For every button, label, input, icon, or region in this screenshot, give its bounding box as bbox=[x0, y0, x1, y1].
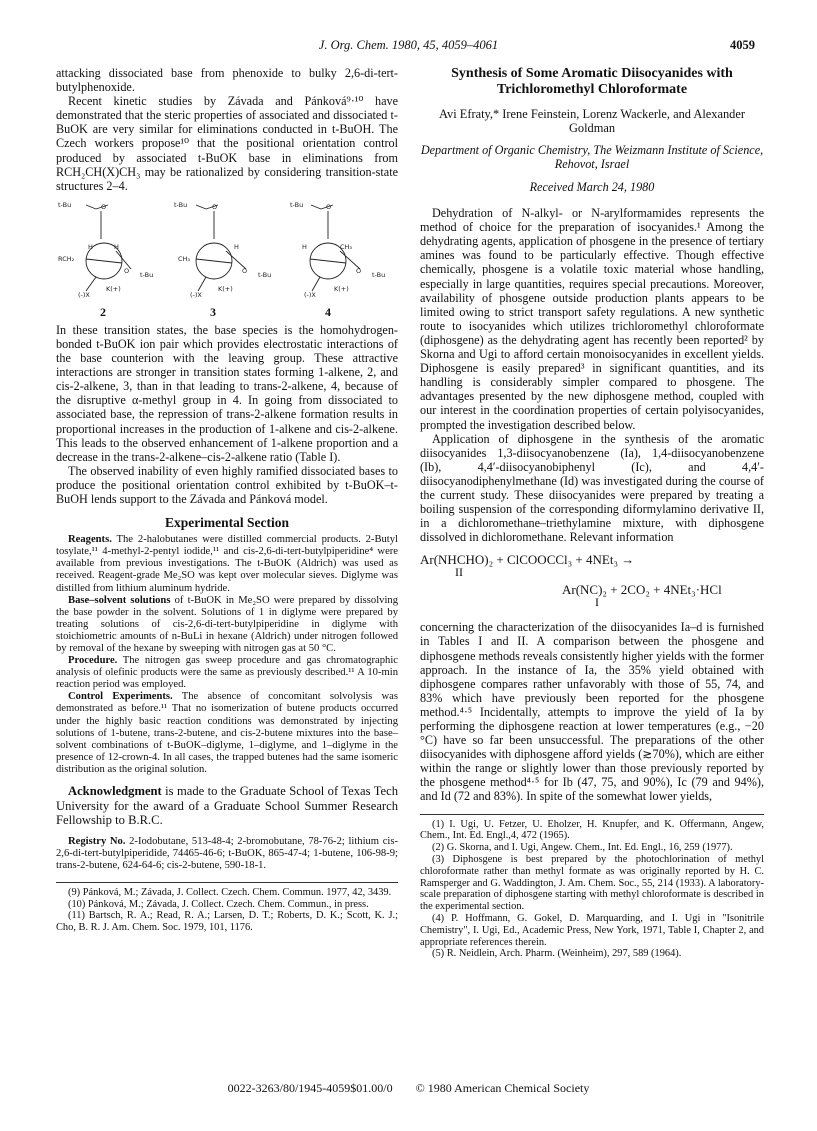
reference-9: (9) Pánková, M.; Závada, J. Collect. Czech. Chem. Commun. 1977, 42, 3439. bbox=[68, 886, 392, 898]
reaction-equation bbox=[420, 552, 764, 610]
experimental-heading: Experimental Section bbox=[164, 515, 290, 531]
registry-numbers bbox=[56, 836, 398, 872]
base-solvent-text: of t-BuOK in Me₂SO were prepared by dissolving the base powder in the solvent. Solutions of 1 in diglyme were prepared by treating solutions of cis-2,6-di-tert-butylpiperidine in diglyme with stoichiometric amounts of n-BuLi in hexane (Aldrich) under nitrogen followed by removal of the hexane by sweeping with nitrogen gas at 50 °C. bbox=[56, 594, 398, 654]
left-paragraph-1: attacking dissociated base from phenoxide to bulky 2,6-di-tert-butylphenoxide. bbox=[56, 66, 398, 95]
running-head bbox=[0, 38, 817, 54]
acknowledgment bbox=[56, 784, 398, 828]
base-solvent-heading: Base–solvent solutions bbox=[68, 594, 171, 606]
svg-text:O: O bbox=[326, 202, 332, 211]
svg-text:K(+): K(+) bbox=[106, 284, 121, 293]
reference-10: (10) Pánková, M.; Závada, J. Collect. Czech. Chem. Commun., in press. bbox=[68, 898, 369, 910]
svg-text:(-)X: (-)X bbox=[304, 290, 316, 299]
reference-4: (4) P. Hoffmann, G. Gokel, D. Marquarding, and I. Ugi in "Isonitrile Chemistry", I. Ugi, Ed., Academic Press, New York, 1971, Table I, Chapter 2, and appropriate references therein. bbox=[420, 912, 764, 948]
structure-label-3: 3 bbox=[210, 304, 216, 319]
svg-text:H: H bbox=[114, 242, 119, 251]
svg-text:O: O bbox=[124, 266, 130, 275]
svg-text:H: H bbox=[234, 242, 239, 251]
received-date: Received March 24, 1980 bbox=[529, 180, 655, 194]
equation-label-i: I bbox=[595, 595, 599, 610]
structure-label-4: 4 bbox=[325, 304, 331, 319]
registry-text: 2-Iodobutane, 513-48-4; 2-bromobutane, 78-76-2; lithium cis-2,6-di-tert-butylpiperidide, 74465-46-6; t-BuOK, 865-47-4; 1-butene, 106-98-9; trans-2-butene, 624-64-6; cis-2-butene, 590-18-1. bbox=[56, 835, 398, 871]
procedure-text: The nitrogen gas sweep procedure and gas chromatographic analysis of olefinic products were the same as previously described.¹¹ A 10-min reaction period was employed. bbox=[56, 655, 398, 691]
svg-text:t-Bu: t-Bu bbox=[258, 270, 272, 279]
svg-text:t-Bu: t-Bu bbox=[290, 200, 304, 209]
right-paragraph-1: Dehydration of N-alkyl- or N-arylformamides represents the method of choice for the preparation of isocyanides.¹ Among the dehydrating agents, application of phosgene in the presence of tertiary amines was found to be particularly effective. Though effective chemically, phosgene is a volatile toxic material whose handling, especially in large quantities, requires special precautions. Moreover, availability of phosgene outside production plants appears to be limited owing to strict transport safety regulations. A new synthetic route to isocyanides which utilizes trichloromethyl chloroformate (diphosgene) as the dehydrating agent has recently been reported² by Skorna and Ugi to afford certain monoisocyanides in excellent yields. Diphosgene is easily prepared³ in significant quantities, and its handling is considerably simpler compared to phosgene. The advantages presented by the new diphosgene method, coupled with our interest in the coordination properties of certain polyisocyanides, prompted the investigation described below. bbox=[420, 206, 764, 432]
reference-1: (1) I. Ugi, U. Fetzer, U. Eholzer, H. Knupfer, and K. Offermann, Angew, Chem., Int. Ed. Engl.,4, 472 (1965). bbox=[420, 818, 764, 842]
copyright: © 1980 American Chemical Society bbox=[415, 1081, 590, 1095]
page-footer bbox=[0, 1081, 817, 1096]
article-affiliation: Department of Organic Chemistry, The Weizmann Institute of Science, Rehovot, Israel bbox=[420, 143, 764, 171]
svg-text:t-Bu: t-Bu bbox=[372, 270, 386, 279]
svg-text:K(+): K(+) bbox=[334, 284, 349, 293]
experimental-section bbox=[56, 534, 398, 776]
reference-11: (11) Bartsch, R. A.; Read, R. A.; Larsen, D. T.; Roberts, D. K.; Scott, K. J.; Cho, B. R. J. Am. Chem. Soc. 1979, 101, 1176. bbox=[56, 910, 398, 934]
acknowledgment-heading: Acknowledgment bbox=[68, 784, 162, 799]
svg-text:CH₃: CH₃ bbox=[340, 242, 353, 251]
svg-text:t-Bu: t-Bu bbox=[174, 200, 188, 209]
registry-heading: Registry No. bbox=[68, 835, 126, 847]
journal-citation: J. Org. Chem. 1980, 45, 4059–4061 bbox=[318, 38, 499, 52]
right-paragraph-2: Application of diphosgene in the synthesis of the aromatic diisocyanides 1,3-diisocyanobenzene (Ia), 1,4-diisocyanobenzene (Ib), 4,4′-diisocyanobiphenyl (Ic), and 4,4′-diisocyanodiphenylmethane (Id) was investigated during the course of the current study. These diisocyanides were prepared by treating a boiling suspension of the corresponding diformylamino derivative II, in a dichloromethane–triethylamine mixture, with diphosgene dissolved in dichloromethane. Relevant information bbox=[420, 431, 764, 545]
reference-3: (3) Diphosgene is best prepared by the photochlorination of methyl chloroformate rather than methyl formate as was originally reported by H. C. Ramsperger and G. Waddington, J. Am. Chem. Soc., 55, 214 (1933). A laboratory-scale preparation of diphosgene starting with methyl chloroformate is described in the experimental section. bbox=[420, 853, 764, 913]
control-heading: Control Experiments. bbox=[68, 691, 173, 703]
right-references bbox=[420, 814, 764, 961]
svg-text:RCH₂: RCH₂ bbox=[58, 254, 75, 263]
transition-state-structures bbox=[56, 199, 398, 319]
article-code: 0022-3263/80/1945-4059$01.00/0 bbox=[227, 1081, 393, 1095]
article-title: Synthesis of Some Aromatic Diisocyanides with Trichloromethyl Chloroformate bbox=[451, 66, 733, 97]
equation-label-ii: II bbox=[455, 565, 463, 580]
structures-drawing bbox=[56, 199, 398, 303]
structure-label-2: 2 bbox=[100, 304, 106, 319]
svg-text:O: O bbox=[356, 266, 362, 275]
right-paragraph-3: concerning the characterization of the diisocyanides Ia–d is furnished in Tables I and II. A comparison between the phosgene and diphosgene methods reveals consistently higher yields with the former approach. In the instance of Ia, the 35% yield obtained with diphosgene compares rather unfavorably with those of 55, 74, and 83% which have previously been reported for the phosgene method.⁴·⁵ Incidentally, attempts to improve the yield of Ia by performing the diphosgene reaction at lower temperatures (e.g., −20 °C) have so far been unsuccessful. The preparations of the other diisocyanides with diphosgene afford yields (≳70%), which are either within the range or slightly lower than those previously reported by the phosgene method⁴·⁵ for Ib (47, 75, and 90%), Ic (79 and 94%), and Id (72 and 83%). In spite of the somewhat lower yields, bbox=[420, 620, 764, 804]
procedure-heading: Procedure. bbox=[68, 655, 118, 667]
reagents-text: The 2-halobutanes were distilled commercial products. 2-Butyl tosylate,¹¹ 4-methyl-2-pentyl iodide,¹¹ and cis-2,6-di-tert-butylpiperidine⁴ were available from previous investigations. The t-BuOK (Aldrich) was used as received. Reagent-grade Me₂SO was kept over molecular sieves. Diglyme was distilled from lithium aluminum hydride. bbox=[56, 534, 398, 594]
svg-text:O: O bbox=[212, 202, 218, 211]
control-text: The absence of concomitant solvolysis was demonstrated as before.¹¹ That no isomerization of butene products occurred under the highly basic reaction conditions was demonstrated by injecting solutions of 1-butene, trans-2-butene, and cis-2-butene mixtures into the base–solvent combinations of t-BuOK–diglyme, 1–diglyme, and 1–diglyme in the presence of 12-crown-4. In all cases, the trapped butenes had the same isomeric distribution as the original solution. bbox=[56, 691, 398, 775]
left-paragraph-2: Recent kinetic studies by Závada and Pánková⁹·¹⁰ have demonstrated that the steric properties of associated and dissociated t-BuOK are very similar for eliminations conducted in t-BuOH. The Czech workers propose¹⁰ that the positional orientation control produced by associated t-BuOK base in eliminations from RCH₂CH(X)CH₃ may be rationalized by considering transition-state structures 2–4. bbox=[56, 94, 398, 193]
structure-4-drawing bbox=[310, 202, 360, 291]
svg-text:(-)X: (-)X bbox=[190, 290, 202, 299]
svg-text:H: H bbox=[88, 242, 93, 251]
equation-line-2: Ar(NC)₂ + 2CO₂ + 4NEt₃·HCl bbox=[562, 582, 722, 598]
left-paragraph-3: In these transition states, the base species is the homohydrogen-bonded t-BuOK ion pair which provides electrostatic interactions of the base counterion with the leaving group. These attractive interactions are stronger in transition states forming 1-alkene, 2, and cis-2-alkene, 3, than in that leading to trans-2-alkene, 4, because of the disruptive α-methyl group in 4. In going from dissociated to associated base, the repression of trans-2-alkene formation results in proportional increases in the production of 1-alkene and cis-2-alkene. This leads to the observed enhancement of 1-alkene proportion and a decrease in the trans-2-alkene–cis-2-alkene ratio (Table I). bbox=[56, 322, 398, 464]
right-column bbox=[420, 66, 764, 960]
svg-text:O: O bbox=[242, 266, 248, 275]
reference-5: (5) R. Neidlein, Arch. Pharm. (Weinheim), 297, 589 (1964). bbox=[432, 948, 682, 960]
svg-text:O: O bbox=[101, 202, 107, 211]
reagents-heading: Reagents. bbox=[68, 534, 112, 546]
article-authors: Avi Efraty,* Irene Feinstein, Lorenz Wackerle, and Alexander Goldman bbox=[439, 107, 745, 135]
svg-text:CH₃: CH₃ bbox=[178, 254, 191, 263]
acknowledgment-text: is made to the Graduate School of Texas Tech University for the award of a Graduate School Summer Research Fellowship to B.R.C. bbox=[56, 784, 398, 828]
svg-text:K(+): K(+) bbox=[218, 284, 233, 293]
page-number: 4059 bbox=[730, 38, 755, 52]
equation-line-1: Ar(NHCHO)₂ + ClCOOCCl₃ + 4NEt₃ → bbox=[420, 552, 635, 568]
svg-text:t-Bu: t-Bu bbox=[58, 200, 72, 209]
left-references bbox=[56, 882, 398, 934]
svg-text:(-)X: (-)X bbox=[78, 290, 90, 299]
left-column bbox=[56, 66, 398, 934]
left-paragraph-4: The observed inability of even highly ramified dissociated bases to produce the positional orientation control exhibited by t-BuOK–t-BuOH lends support to the Závada and Pánková model. bbox=[56, 463, 398, 506]
reference-2: (2) G. Skorna, and I. Ugi, Angew. Chem., Int. Ed. Engl., 16, 259 (1977). bbox=[432, 842, 733, 854]
svg-text:t-Bu: t-Bu bbox=[140, 270, 154, 279]
svg-text:H: H bbox=[302, 242, 307, 251]
